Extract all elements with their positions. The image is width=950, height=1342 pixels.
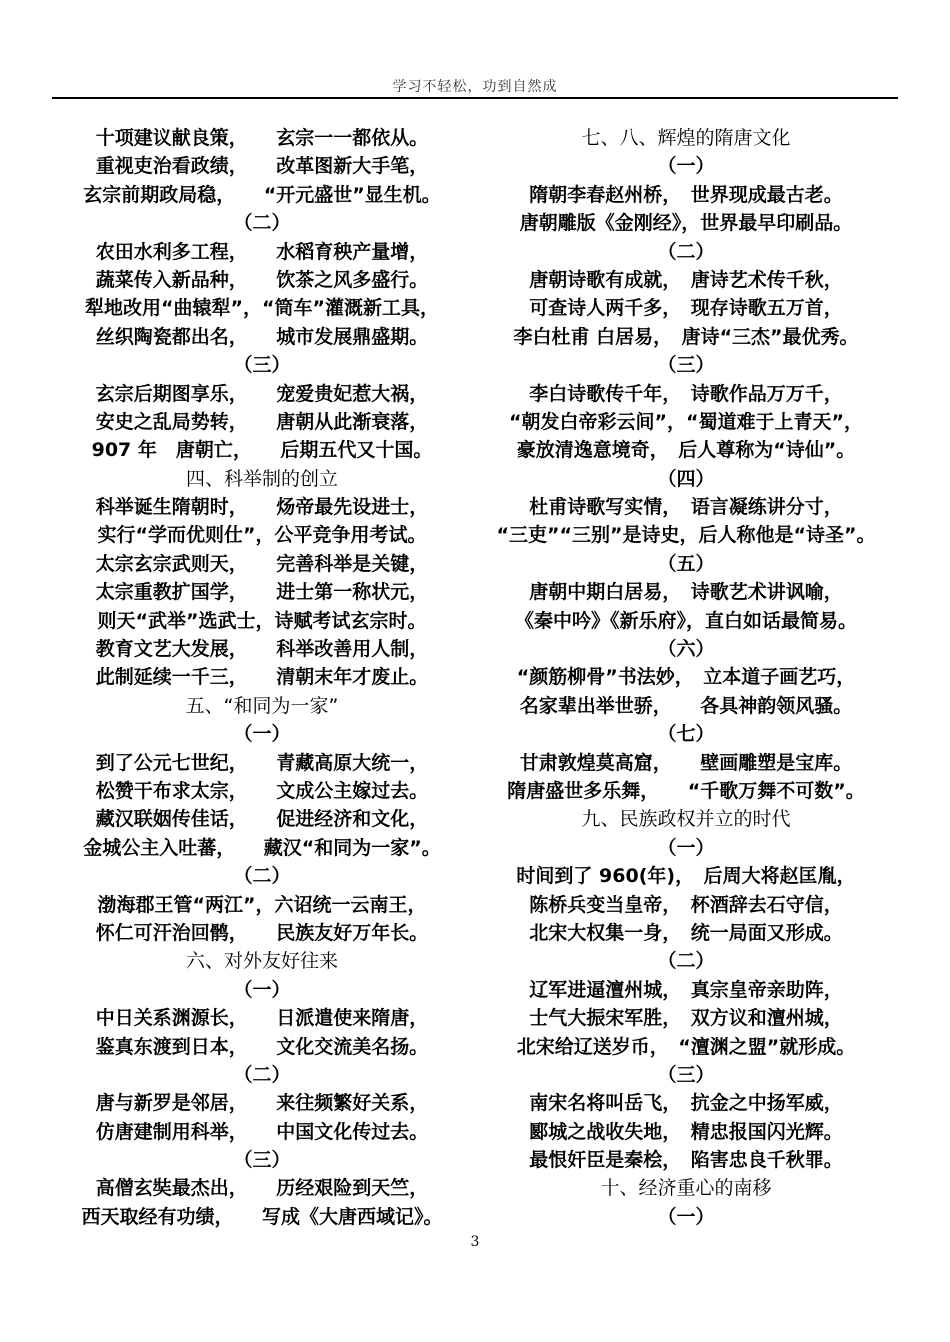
verse-line: 陈桥兵变当皇帝， 杯酒辞去石守信，	[529, 893, 843, 916]
verse-line: 西天取经有功绩， 写成《大唐西域记》。	[81, 1205, 443, 1228]
verse-line: 隋唐盛世多乐舞， “千歌万舞不可数”。	[507, 779, 865, 802]
page-header-motto: 学习不轻松，功到自然成	[392, 79, 558, 95]
verse-line: 甘肃敦煌莫高窟， 壁画雕塑是宝库。	[519, 751, 853, 774]
verse-line: 松赞干布求太宗， 文成公主嫁过去。	[95, 779, 429, 802]
verse-line: 重视吏治看政绩， 改革图新大手笔，	[95, 155, 429, 178]
verse-line: 士气大振宋军胜， 双方议和澶州城，	[529, 1007, 843, 1030]
verse-line: 唐朝雕版《金刚经》，世界最早印刷品。	[519, 212, 853, 235]
verse-line: “朝发白帝彩云间”，“蜀道难于上青天”，	[509, 410, 863, 433]
subsection-number: （二）	[233, 1063, 291, 1086]
verse-line: 实行“学而优则仕”，公平竞争用考试。	[97, 524, 427, 547]
subsection-number: （四）	[657, 467, 715, 490]
verse-line: 北宋大权集一身， 统一局面又形成。	[529, 921, 843, 944]
verse-line: 最恨奸臣是秦桧， 陷害忠良千秋罪。	[529, 1149, 843, 1172]
verse-line: 鉴真东渡到日本， 文化交流美名扬。	[95, 1035, 429, 1058]
verse-line: 辽军进逼澶州城， 真宗皇帝亲助阵，	[529, 978, 843, 1001]
verse-line: 十项建议献良策， 玄宗一一都依从。	[95, 127, 429, 149]
section-heading: 十、经济重心的南移	[600, 1177, 772, 1200]
right-text-column	[476, 124, 896, 1231]
verse-line: 隋朝李春赵州桥， 世界现成最古老。	[529, 183, 843, 206]
verse-line: 唐朝诗歌有成就， 唐诗艺术传千秋，	[529, 268, 843, 291]
verse-line: 北宋给辽送岁币， “澶渊之盟”就形成。	[516, 1035, 856, 1058]
verse-line: 则天“武举”选武士，诗赋考试玄宗时。	[97, 609, 427, 632]
verse-line: 蔬菜传入新品种， 饮茶之风多盛行。	[95, 268, 429, 291]
subsection-number: （二）	[657, 240, 715, 263]
section-heading: 九、民族政权并立的时代	[581, 808, 791, 831]
subsection-number: （一）	[657, 155, 715, 178]
verse-line: 安史之乱局势转， 唐朝从此渐衰落，	[95, 410, 429, 433]
section-heading: 四、科举制的创立	[185, 467, 338, 490]
subsection-number: （二）	[657, 950, 715, 973]
verse-line: 907 年 唐朝亡， 后期五代又十国。	[91, 439, 433, 462]
verse-line: 玄宗后期图享乐， 宠爱贵妃惹大祸，	[95, 382, 429, 405]
verse-line: 怀仁可汗治回鹘， 民族友好万年长。	[95, 921, 429, 944]
verse-line: 唐朝中期白居易， 诗歌艺术讲讽喻，	[529, 581, 843, 604]
verse-line: 名家辈出举世骄， 各具神韵领风骚。	[519, 694, 853, 717]
page-number: 3	[470, 1234, 480, 1250]
verse-line: 太宗玄宗武则天， 完善科举是关键，	[95, 552, 429, 575]
subsection-number: （一）	[233, 723, 291, 746]
subsection-number: （六）	[657, 638, 715, 661]
subsection-number: （一）	[233, 978, 291, 1001]
verse-line: 仿唐建制用科举， 中国文化传过去。	[95, 1120, 429, 1143]
verse-line: 李白诗歌传千年， 诗歌作品万万千，	[529, 382, 843, 405]
verse-line: “颜筋柳骨”书法妙， 立本道子画艺巧，	[516, 666, 856, 689]
verse-line: 可查诗人两千多， 现存诗歌五万首，	[529, 297, 843, 320]
verse-line: “三吏”“三别”是诗史，后人称他是“诗圣”。	[496, 524, 876, 547]
verse-line: 郾城之战收失地， 精忠报国闪光辉。	[529, 1120, 843, 1143]
verse-line: 时间到了 960(年)， 后周大将赵匡胤，	[516, 865, 856, 888]
verse-line: 到了公元七世纪， 青藏高原大统一，	[95, 751, 429, 774]
verse-line: 李白杜甫 白居易， 唐诗“三杰”最优秀。	[513, 325, 859, 348]
verse-line: 玄宗前期政局稳， “开元盛世”显生机。	[83, 183, 441, 206]
subsection-number: （二）	[233, 212, 291, 235]
verse-line: 太宗重教扩国学， 进士第一称状元，	[95, 581, 429, 604]
verse-line: 金城公主入吐蕃， 藏汉“和同为一家”。	[83, 836, 441, 859]
subsection-number: （五）	[657, 552, 715, 575]
verse-line: 此制延续一千三， 清朝末年才废止。	[95, 666, 429, 689]
subsection-number: （三）	[657, 1063, 715, 1086]
verse-line: 藏汉联姻传佳话， 促进经济和文化，	[95, 808, 429, 831]
header-divider	[52, 97, 898, 99]
verse-line: 高僧玄奘最杰出， 历经艰险到天竺，	[95, 1177, 429, 1200]
verse-line: 中日关系渊源长， 日派遣使来隋唐，	[95, 1007, 429, 1030]
subsection-number: （七）	[657, 723, 715, 746]
verse-line: 杜甫诗歌写实情， 语言凝练讲分寸，	[529, 496, 843, 519]
verse-line: 农田水利多工程， 水稻育秧产量增，	[95, 240, 429, 263]
section-heading: 六、对外友好往来	[185, 950, 338, 973]
verse-line: 豪放清逸意境奇， 后人尊称为“诗仙”。	[516, 439, 856, 462]
left-text-column	[52, 124, 472, 1231]
subsection-number: （二）	[233, 865, 291, 888]
verse-line: 南宋名将叫岳飞， 抗金之中扬军威，	[529, 1092, 843, 1115]
verse-line: 科举诞生隋朝时， 炀帝最先设进士，	[95, 496, 429, 519]
verse-line: 教育文艺大发展， 科举改善用人制，	[95, 638, 429, 661]
section-heading: 七、八、辉煌的隋唐文化	[581, 127, 791, 149]
subsection-number: （三）	[233, 1149, 291, 1172]
verse-line: 《秦中吟》《新乐府》，直白如话最简易。	[514, 609, 857, 632]
subsection-number: （三）	[233, 354, 291, 377]
subsection-number: （一）	[657, 1205, 715, 1228]
section-heading: 五、“和同为一家”	[185, 694, 339, 717]
verse-line: 唐与新罗是邻居， 来往频繁好关系，	[95, 1092, 429, 1115]
verse-line: 渤海郡王管“两江”，六诏统一云南王，	[97, 893, 427, 916]
subsection-number: （三）	[657, 354, 715, 377]
verse-line: 丝织陶瓷都出名， 城市发展鼎盛期。	[95, 325, 429, 348]
subsection-number: （一）	[657, 836, 715, 859]
verse-line: 犁地改用“曲辕犁”，“筒车”灌溉新工具，	[85, 297, 439, 320]
